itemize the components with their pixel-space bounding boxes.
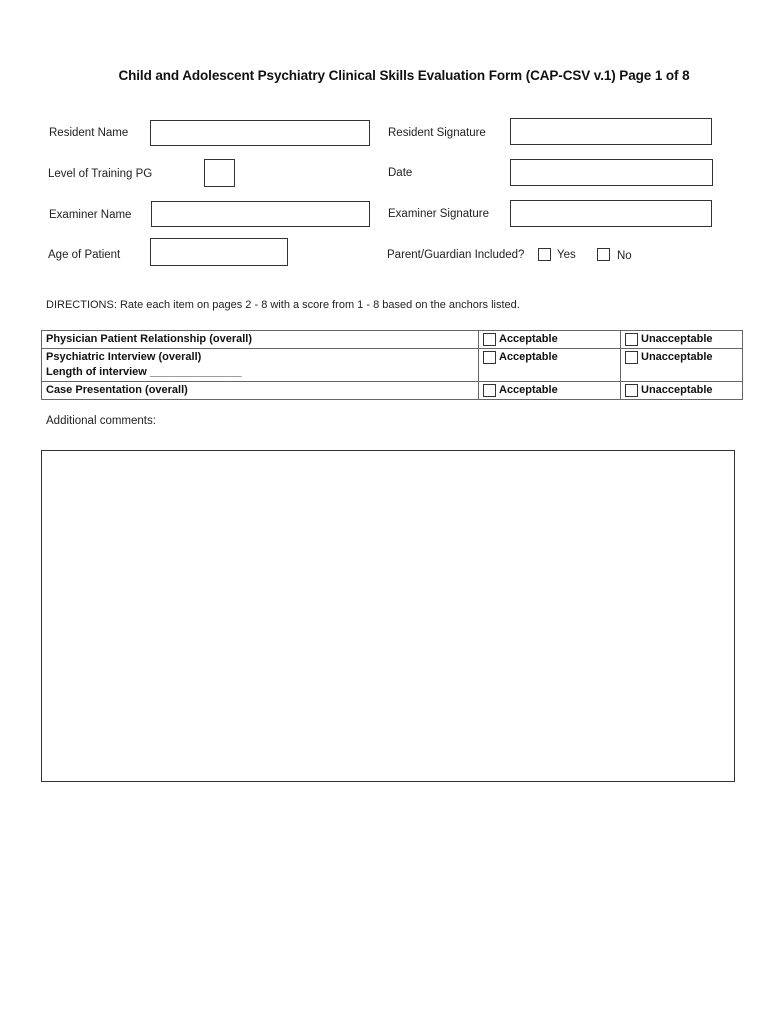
examiner-signature-label: Examiner Signature [388, 208, 489, 220]
unacceptable-cell [621, 331, 743, 349]
acceptable-label: Acceptable [499, 333, 558, 345]
acceptable-label: Acceptable [499, 351, 558, 363]
comments-label: Additional comments: [46, 415, 156, 427]
examiner-name-field[interactable] [151, 201, 370, 227]
length-of-interview-field[interactable]: Length of interview _______________ [46, 366, 242, 378]
yes-label: Yes [557, 249, 576, 261]
age-of-patient-field[interactable] [150, 238, 288, 266]
unacceptable-label: Unacceptable [641, 333, 713, 345]
unacceptable-cell [621, 382, 743, 400]
unacceptable-checkbox[interactable] [625, 333, 638, 346]
level-of-training-label: Level of Training PG [48, 168, 153, 180]
comments-textarea[interactable] [41, 450, 735, 782]
unacceptable-checkbox[interactable] [625, 384, 638, 397]
examiner-name-label: Examiner Name [49, 209, 132, 221]
table-row [42, 349, 743, 382]
item-cell [42, 382, 479, 400]
table-row [42, 331, 743, 349]
no-checkbox[interactable] [597, 248, 610, 261]
date-field[interactable] [510, 159, 713, 186]
resident-signature-label: Resident Signature [388, 127, 486, 139]
unacceptable-checkbox[interactable] [625, 351, 638, 364]
item-label: Case Presentation (overall) [46, 384, 188, 396]
unacceptable-label: Unacceptable [641, 351, 713, 363]
item-label: Psychiatric Interview (overall) [46, 351, 202, 363]
no-label: No [617, 250, 632, 262]
acceptable-cell [479, 349, 621, 382]
item-cell [42, 349, 479, 382]
item-label: Physician Patient Relationship (overall) [46, 333, 252, 345]
acceptable-checkbox[interactable] [483, 351, 496, 364]
page-title: Child and Adolescent Psychiatry Clinical Skills Evaluation Form (CAP-CSV v.1) Page 1 of 8 [118, 68, 690, 83]
table-row [42, 382, 743, 400]
resident-name-label: Resident Name [49, 127, 129, 139]
level-of-training-field[interactable] [204, 159, 235, 187]
examiner-signature-field[interactable] [510, 200, 712, 227]
date-label: Date [388, 167, 413, 179]
resident-name-field[interactable] [150, 120, 370, 146]
rating-table [41, 330, 743, 400]
parent-guardian-label: Parent/Guardian Included? [387, 249, 525, 261]
acceptable-cell [479, 331, 621, 349]
age-of-patient-label: Age of Patient [48, 249, 121, 261]
unacceptable-cell [621, 349, 743, 382]
item-cell [42, 331, 479, 349]
acceptable-checkbox[interactable] [483, 384, 496, 397]
acceptable-checkbox[interactable] [483, 333, 496, 346]
yes-checkbox[interactable] [538, 248, 551, 261]
acceptable-label: Acceptable [499, 384, 558, 396]
unacceptable-label: Unacceptable [641, 384, 713, 396]
acceptable-cell [479, 382, 621, 400]
resident-signature-field[interactable] [510, 118, 712, 145]
directions-text: DIRECTIONS: Rate each item on pages 2 - 8 with a score from 1 - 8 based on the anchors listed. [46, 299, 520, 311]
